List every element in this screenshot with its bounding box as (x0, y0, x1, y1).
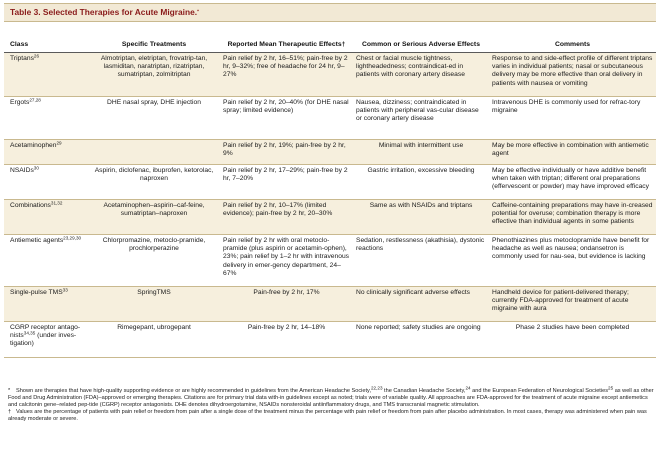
table-row (4, 53, 656, 97)
cell-treatments: SpringTMS (88, 287, 220, 322)
cell-effects: Pain-free by 2 hr, 17% (220, 287, 353, 322)
cell-class: Combinations$^{31,32}$ (4, 200, 88, 235)
table-row (4, 200, 656, 235)
cell-treatments: DHE nasal spray, DHE injection (88, 97, 220, 140)
cell-adverse: Same as with NSAIDs and triptans (353, 200, 489, 235)
table-figure (4, 3, 656, 447)
cell-treatments: Almotriptan, eletriptan, frovatrip-tan, lasmiditan, naratriptan, rizatriptan, sumatriptan, zolmitriptan (88, 53, 220, 97)
cell-comments: Handheld device for patient-delivered therapy; currently FDA-approved for treatment of acute migraine with aura (489, 287, 656, 322)
cell-effects: Pain relief by 2 hr, 16–51%; pain-free by 2 hr, 9–32%; free of headache for 24 hr, 9–27% (220, 53, 353, 97)
cell-adverse: No clinically significant adverse effects (353, 287, 489, 322)
cell-class: Triptans$^{26}$ (4, 53, 88, 97)
table-footnotes (8, 385, 654, 423)
header-adverse: Common or Serious Adverse Effects (353, 23, 489, 53)
cell-treatments: Rimegepant, ubrogepant (88, 322, 220, 358)
cell-class: Acetaminophen$^{29}$ (4, 140, 88, 165)
cell-comments: May be effective individually or have additive benefit when taken with triptan; different oral preparations (effervescent or powder) may have improved efficacy (489, 165, 656, 200)
header-treatments: Specific Treatments (88, 23, 220, 53)
cell-comments: Caffeine-containing preparations may have in-creased potential for overuse; combination therapy is more effective than individual agents in some patients (489, 200, 656, 235)
cell-effects: Pain-free by 2 hr, 14–18% (220, 322, 353, 358)
cell-adverse: Chest or facial muscle tightness, lightheadedness; contraindicat-ed in patients with coronary artery disease (353, 53, 489, 97)
cell-class: Single-pulse TMS$^{33}$ (4, 287, 88, 322)
footnote-general: * Shown are therapies that have high-quality supporting evidence or are highly recommended in guidelines from the American Headache Society,$^{22,23}$ the Canadian Headache Society,$^{24}$ and the European Federation of Neurological Societies$^{25}$ as well as other Food and Drug Administration (FDA)–approved or emerging therapies. Citations are for primary trial data with-in guidelines except as noted; trials were of variable quality. All approaches are FDA-approved for the treatment of acute migraine except antiemetics and calcitonin gene–related pep-tide (CGRP) receptor antagonists. DHE denotes dihydroergotamine, NSAIDs nonsteroidal antiinflammatory drugs, and TMS transcranial magnetic stimulation. (8, 385, 654, 409)
therapies-table (4, 23, 656, 358)
table-row (4, 97, 656, 140)
cell-treatments: Chlorpromazine, metoclo-pramide, prochlorperazine (88, 235, 220, 287)
cell-effects: Pain relief by 2 hr, 20–40% (for DHE nasal spray; limited evidence) (220, 97, 353, 140)
cell-comments: Phase 2 studies have been completed (489, 322, 656, 358)
cell-effects: Pain relief by 2 hr, 10–17% (limited evidence); pain-free by 2 hr, 20–30% (220, 200, 353, 235)
table-title: Table 3. Selected Therapies for Acute Migraine.* (10, 7, 199, 17)
cell-adverse: Gastric irritation, excessive bleeding (353, 165, 489, 200)
header-class: Class (4, 23, 88, 53)
cell-effects: Pain relief by 2 hr with oral metoclo-pramide (plus aspirin or acetamin-ophen), 23%; pain relief by 1–2 hr with intravenous delivery in emer-gency department, 24–67% (220, 235, 353, 287)
cell-adverse: Minimal with intermittent use (353, 140, 489, 165)
table-row (4, 140, 656, 165)
header-effects: Reported Mean Therapeutic Effects† (220, 23, 353, 53)
cell-effects: Pain relief by 2 hr, 19%; pain-free by 2 hr, 9% (220, 140, 353, 165)
table-row (4, 287, 656, 322)
cell-adverse: None reported; safety studies are ongoing (353, 322, 489, 358)
cell-effects: Pain relief by 2 hr, 17–29%; pain-free by 2 hr, 7–20% (220, 165, 353, 200)
header-comments: Comments (489, 23, 656, 53)
table-row (4, 322, 656, 358)
cell-comments: May be more effective in combination with antiemetic agent (489, 140, 656, 165)
cell-treatments (88, 140, 220, 165)
table-row (4, 165, 656, 200)
cell-class: CGRP receptor antago-nists$^{34,35}$ (under inves-tigation) (4, 322, 88, 358)
cell-comments: Phenothiazines plus metoclopramide have benefit for headache as well as nausea; ondansetron is commonly used for nau-sea, but evidence is lacking (489, 235, 656, 287)
cell-treatments: Aspirin, diclofenac, ibuprofen, ketorolac, naproxen (88, 165, 220, 200)
cell-treatments: Acetaminophen–aspirin–caf-feine, sumatriptan–naproxen (88, 200, 220, 235)
table-title-bar (4, 3, 656, 22)
table-row (4, 235, 656, 287)
cell-class: NSAIDs$^{30}$ (4, 165, 88, 200)
cell-comments: Response to and side-effect profile of different triptans varies in individual patients; nasal or subcutaneous delivery may be more effective than oral delivery in patients with nausea or vomiting (489, 53, 656, 97)
cell-comments: Intravenous DHE is commonly used for refrac-tory migraine (489, 97, 656, 140)
cell-adverse: Sedation, restlessness (akathisia), dystonic reactions (353, 235, 489, 287)
cell-class: Antiemetic agents$^{23,29,30}$ (4, 235, 88, 287)
cell-class: Ergots$^{27,28}$ (4, 97, 88, 140)
table-header-row (4, 23, 656, 53)
cell-adverse: Nausea, dizziness; contraindicated in patients with peripheral vas-cular disease or coronary artery disease (353, 97, 489, 140)
footnote-values: † Values are the percentage of patients with pain relief or freedom from pain after a single dose of the treatment minus the percentage with pain relief or freedom from pain after placebo administration. In most cases, therapy was administered when pain was already moderate or severe. (8, 409, 647, 423)
